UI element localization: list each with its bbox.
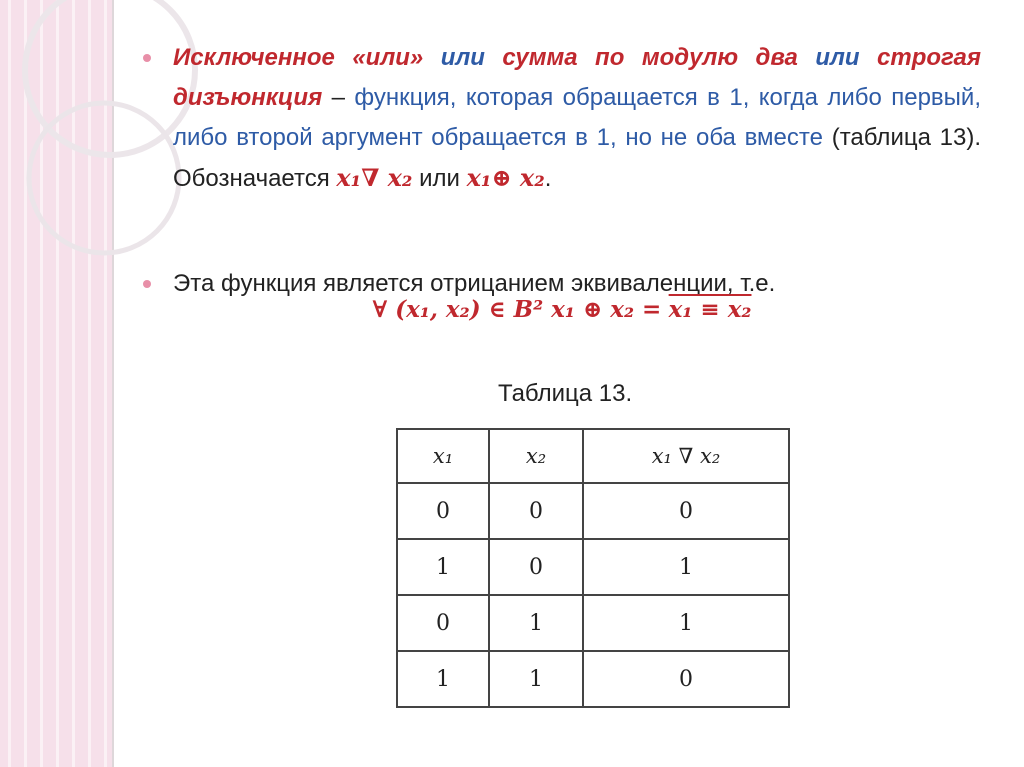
cell: 0 bbox=[397, 595, 489, 651]
term-exclusive-or: Исключенное «или» bbox=[173, 44, 424, 71]
paragraph-negation: Эта функция является отрицанием эквиваленции, т.е. bbox=[173, 270, 776, 297]
table-row bbox=[397, 651, 789, 707]
header-x1: x₁ bbox=[397, 429, 489, 483]
table-ref: (таблица 13). bbox=[831, 124, 982, 151]
paragraph-definition bbox=[173, 38, 981, 199]
notation-end: . bbox=[544, 165, 552, 192]
header-result: x₁ ∇ x₂ bbox=[583, 429, 789, 483]
cell: 1 bbox=[583, 595, 789, 651]
cell: 1 bbox=[489, 651, 583, 707]
table-caption: Таблица 13. bbox=[498, 380, 633, 407]
formula-rhs: x₁ ≡ x₂ bbox=[668, 296, 752, 323]
cell: 1 bbox=[397, 539, 489, 595]
bullet-2 bbox=[143, 280, 151, 288]
bullet-1 bbox=[143, 54, 151, 62]
cell: 1 bbox=[583, 539, 789, 595]
conj-or-2: или bbox=[815, 44, 860, 71]
divider-line bbox=[112, 0, 114, 767]
notation-nabla: x₁∇ x₂ bbox=[336, 163, 413, 192]
notation-oplus: x₁⊕ x₂ bbox=[466, 163, 545, 192]
term-strict-disjunction: строгая дизъюнкция bbox=[173, 44, 981, 111]
formula bbox=[143, 296, 981, 323]
cell: 0 bbox=[583, 483, 789, 539]
cell: 0 bbox=[489, 539, 583, 595]
cell: 0 bbox=[397, 483, 489, 539]
cell: 0 bbox=[489, 483, 583, 539]
left-decor-panel bbox=[0, 0, 112, 767]
cell: 0 bbox=[583, 651, 789, 707]
formula-lhs: ∀ (x₁, x₂) ∈ B² x₁ ⊕ x₂ = bbox=[372, 296, 662, 323]
cell: 1 bbox=[397, 651, 489, 707]
table-row bbox=[397, 483, 789, 539]
notation-prefix: Обозначается bbox=[173, 165, 330, 192]
notation-or: или bbox=[419, 165, 460, 192]
table-row bbox=[397, 595, 789, 651]
conj-or-1: или bbox=[440, 44, 485, 71]
cell: 1 bbox=[489, 595, 583, 651]
header-x2: x₂ bbox=[489, 429, 583, 483]
definition-text: функция, которая обращается в 1, когда либо первый, либо второй аргумент обращается в 1, но не оба вместе bbox=[173, 84, 982, 151]
term-modulo-sum: сумма по модулю два bbox=[502, 44, 798, 71]
truth-table bbox=[396, 428, 790, 708]
dash: – bbox=[322, 84, 355, 111]
table-row bbox=[397, 539, 789, 595]
table-header-row bbox=[397, 429, 789, 483]
